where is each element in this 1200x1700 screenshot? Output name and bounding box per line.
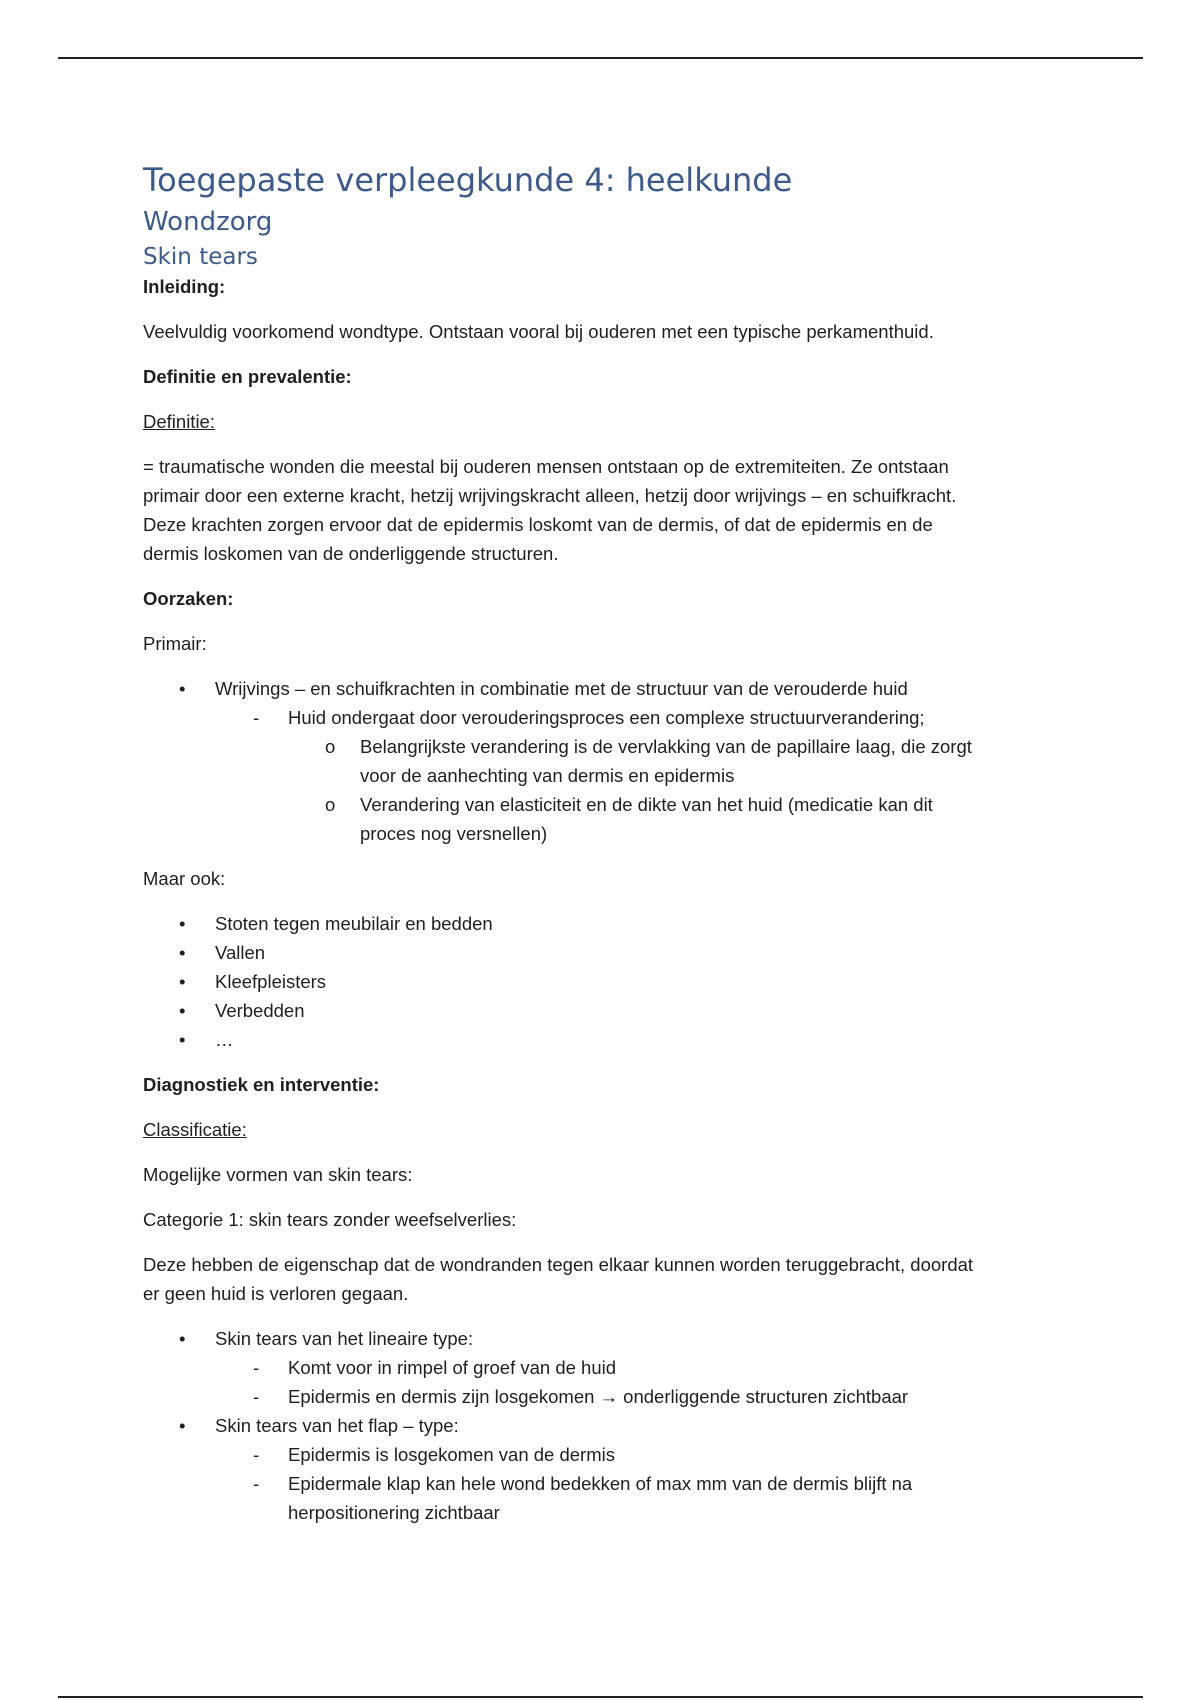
list-item-text: proces nog versnellen) — [360, 823, 548, 844]
list-item — [143, 938, 1063, 967]
bullet-marker: • — [179, 1000, 186, 1021]
definitie-line: primair door een externe kracht, hetzij wrijvingskracht alleen, hetzij door wrijvings – en schuifkracht. — [143, 485, 957, 506]
bullet-marker: • — [179, 913, 186, 934]
list-item — [143, 1440, 1063, 1469]
eigenschap-line: er geen huid is verloren gegaan. — [143, 1283, 409, 1304]
list-item-text: Komt voor in rimpel of groef van de huid — [288, 1357, 617, 1378]
bullet-marker: o — [325, 794, 336, 815]
bullet-marker: o — [325, 736, 336, 757]
list-item — [143, 1025, 1063, 1054]
header-rule — [58, 57, 1143, 59]
inleiding-text: Veelvuldig voorkomend wondtype. Ontstaan vooral bij ouderen met een typische perkamenthuid. — [143, 321, 934, 342]
definitie-paragraph — [143, 452, 1063, 568]
bullet-marker: • — [179, 1415, 186, 1436]
list-item — [143, 909, 1063, 938]
bullet-marker: - — [253, 707, 260, 728]
bullet-marker: - — [253, 1357, 260, 1378]
bullet-marker: - — [253, 1473, 260, 1494]
list-item-text: Vallen — [215, 942, 266, 963]
definitie-heading: Definitie en prevalentie: — [143, 366, 352, 387]
categorie1-text: Categorie 1: skin tears zonder weefselverlies: — [143, 1209, 517, 1230]
bullet-marker: - — [253, 1386, 260, 1407]
list-item — [143, 1324, 1063, 1353]
document-title: Toegepaste verpleegkunde 4: heelkunde — [143, 161, 793, 199]
list-item-text: Epidermale klap kan hele wond bedekken of max mm van de dermis blijft na — [288, 1473, 913, 1494]
bullet-marker: • — [179, 971, 186, 992]
subsection-heading: Skin tears — [143, 244, 258, 270]
list-item-text: Wrijvings – en schuifkrachten in combinatie met de structuur van de verouderde huid — [215, 678, 908, 699]
section-heading: Wondzorg — [143, 207, 273, 237]
list-item — [143, 703, 1063, 732]
definitie-line: = traumatische wonden die meestal bij ouderen mensen ontstaan op de extremiteiten. Ze ontstaan — [143, 456, 949, 477]
primair-list — [143, 674, 1063, 848]
document-body — [143, 160, 1063, 1527]
primair-label: Primair: — [143, 633, 207, 654]
maar-ook-label: Maar ook: — [143, 868, 226, 889]
list-item-text: Huid ondergaat door verouderingsproces een complexe structuurverandering; — [288, 707, 925, 728]
list-item-text: Stoten tegen meubilair en bedden — [215, 913, 493, 934]
list-item — [143, 1469, 1063, 1498]
diagnostiek-heading: Diagnostiek en interventie: — [143, 1074, 380, 1095]
list-item-text: Skin tears van het flap – type: — [215, 1415, 459, 1436]
definitie-line: dermis loskomen van de onderliggende structuren. — [143, 543, 559, 564]
definitie-subheading: Definitie: — [143, 411, 215, 432]
list-item — [143, 790, 1063, 819]
list-item — [143, 1353, 1063, 1382]
vormen-text: Mogelijke vormen van skin tears: — [143, 1164, 413, 1185]
list-item — [143, 996, 1063, 1025]
list-item-text: herpositionering zichtbaar — [288, 1502, 500, 1523]
definitie-line: Deze krachten zorgen ervoor dat de epidermis loskomt van de dermis, of dat de epidermis en de — [143, 514, 933, 535]
footer-rule — [58, 1696, 1143, 1698]
bullet-marker: - — [253, 1444, 260, 1465]
eigenschap-paragraph — [143, 1250, 1063, 1308]
list-item — [143, 1411, 1063, 1440]
list-item-text: Epidermis is losgekomen van de dermis — [288, 1444, 615, 1465]
list-item — [143, 732, 1063, 761]
list-item — [143, 967, 1063, 996]
list-item — [143, 1498, 1063, 1527]
list-item — [143, 674, 1063, 703]
list-item-text: Verbedden — [215, 1000, 305, 1021]
list-item-text: Kleefpleisters — [215, 971, 327, 992]
maar-ook-list — [143, 909, 1063, 1054]
bullet-marker: • — [179, 942, 186, 963]
list-item — [143, 761, 1063, 790]
list-item-text: voor de aanhechting van dermis en epidermis — [360, 765, 735, 786]
oorzaken-heading: Oorzaken: — [143, 588, 234, 609]
list-item-text: Belangrijkste verandering is de vervlakking van de papillaire laag, die zorgt — [360, 736, 972, 757]
list-item — [143, 1382, 1063, 1411]
list-item-text: Skin tears van het lineaire type: — [215, 1328, 474, 1349]
inleiding-heading: Inleiding: — [143, 276, 226, 297]
list-item-text: … — [215, 1029, 234, 1050]
diagnostiek-list — [143, 1324, 1063, 1527]
eigenschap-line: Deze hebben de eigenschap dat de wondranden tegen elkaar kunnen worden teruggebracht, doordat — [143, 1254, 974, 1275]
bullet-marker: • — [179, 1029, 186, 1050]
list-item-text: Verandering van elasticiteit en de dikte van het huid (medicatie kan dit — [360, 794, 933, 815]
classificatie-subheading: Classificatie: — [143, 1119, 247, 1140]
list-item — [143, 819, 1063, 848]
bullet-marker: • — [179, 678, 186, 699]
bullet-marker: • — [179, 1328, 186, 1349]
list-item-text: Epidermis en dermis zijn losgekomen → onderliggende structuren zichtbaar — [288, 1386, 909, 1407]
